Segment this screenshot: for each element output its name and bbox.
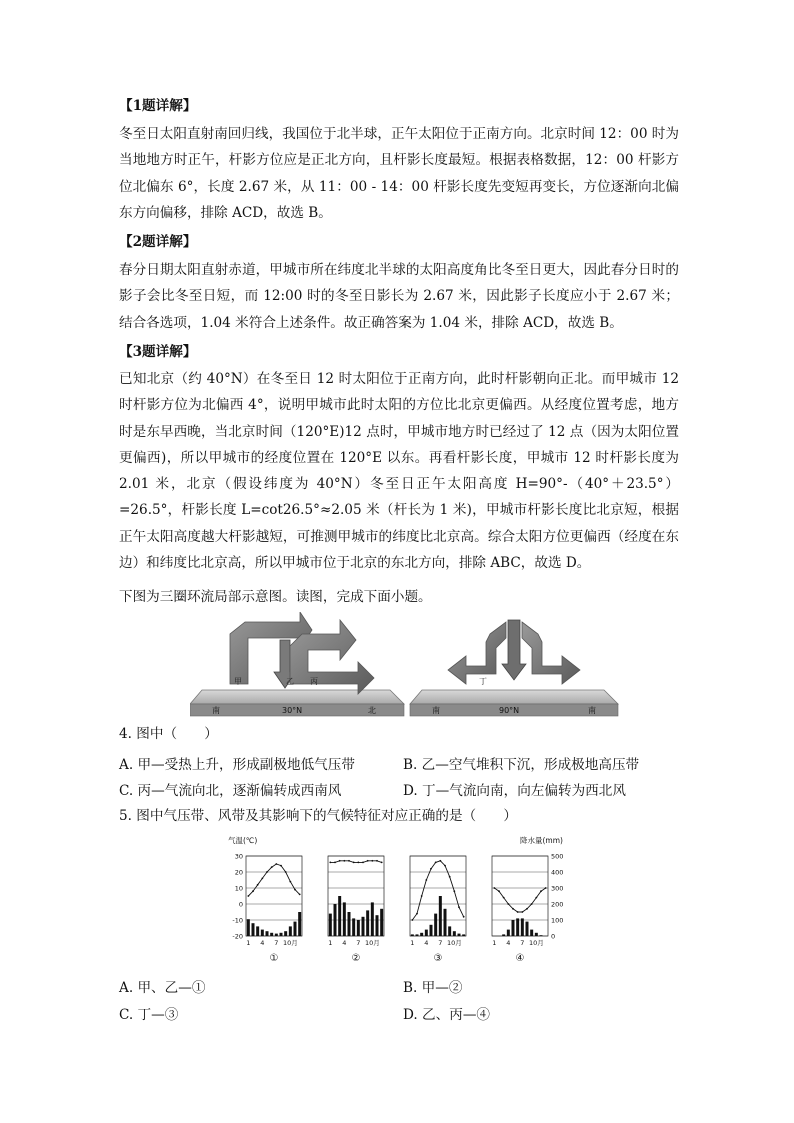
temperature-point — [521, 911, 523, 913]
precip-bar — [298, 912, 301, 936]
month-tick-label: 10月 — [446, 939, 462, 947]
right-panel — [410, 620, 618, 716]
temperature-point — [271, 866, 273, 868]
label-90n: 90°N — [499, 706, 520, 715]
precip-bar — [507, 930, 510, 936]
temp-axis-label: 气温(℃) — [228, 836, 258, 845]
temperature-point — [444, 865, 446, 867]
precip-tick-label: 0 — [551, 932, 556, 941]
chart-frame — [410, 856, 466, 936]
temperature-point — [493, 887, 495, 889]
precip-bar — [521, 918, 524, 936]
precip-bar — [425, 930, 428, 936]
label-30n: 30°N — [282, 706, 303, 715]
q4-option-d[interactable]: D. 丁—气流向南，向左偏转为西北风 — [403, 783, 626, 799]
precip-bar — [540, 935, 543, 936]
month-tick-label: 10月 — [528, 939, 544, 947]
left-panel — [190, 612, 404, 716]
precip-bar — [526, 922, 529, 936]
polar-right-arrow — [522, 622, 580, 684]
temperature-line — [330, 861, 381, 863]
temperature-point — [329, 862, 331, 864]
temperature-point — [421, 895, 423, 897]
climate-charts — [228, 834, 578, 970]
precip-bar — [420, 933, 423, 936]
precip-bar — [371, 902, 374, 936]
temperature-point — [439, 860, 441, 862]
label-north: 北 — [368, 706, 376, 715]
precip-bar — [416, 934, 419, 936]
temperature-point — [540, 890, 542, 892]
temperature-point — [498, 890, 500, 892]
temperature-point — [416, 913, 418, 915]
precip-bar — [247, 919, 250, 936]
label-bing: 丙 — [310, 677, 318, 686]
month-tick-label: 7 — [438, 939, 443, 947]
precip-tick-label: 200 — [551, 900, 564, 909]
q2-body: 春分日期太阳直射赤道，甲城市所在纬度北半球的太阳高度角比冬至日更大，因此春分日时的影子会比冬至日短，而 12:00 时的冬至日影长为 2.67 米，因此影子长度应小于 2.67 米；结合各选项，1.04 米符合上述条件。故正确答案为 1.04 米，排除 ACD，故选 B。 — [119, 262, 679, 331]
precip-bar — [411, 934, 414, 936]
q4-option-b[interactable]: B. 乙—空气堆积下沉，形成极地高压带 — [403, 757, 640, 773]
label-yi: 乙 — [286, 677, 294, 686]
q4-option-c[interactable]: C. 丙—气流向北，逐渐偏转成西南风 — [119, 783, 342, 799]
q1-heading: 【1题详解】 — [119, 98, 197, 114]
q5-option-d[interactable]: D. 乙、丙—④ — [403, 1007, 491, 1023]
figure-intro: 下图为三圈环流局部示意图。读图，完成下面小题。 — [119, 589, 432, 605]
temperature-line — [412, 861, 463, 920]
temperature-point — [339, 860, 341, 862]
temperature-point — [545, 887, 547, 889]
precip-bar — [362, 917, 365, 936]
precip-bar — [252, 923, 255, 936]
precip-bar — [434, 914, 437, 936]
temperature-point — [353, 862, 355, 864]
precip-bar — [338, 896, 341, 936]
q5-option-b[interactable]: B. 甲—② — [403, 980, 463, 996]
precip-bar — [516, 918, 519, 936]
temp-tick-label: 0 — [238, 900, 243, 909]
temperature-point — [430, 868, 432, 870]
precip-axis-label: 降水量(mm) — [520, 836, 563, 845]
temperature-point — [435, 862, 437, 864]
temperature-point — [357, 862, 359, 864]
temperature-point — [526, 908, 528, 910]
q4-stem: 4. 图中（ ） — [119, 726, 218, 742]
temperature-point — [275, 863, 277, 865]
month-tick-label: 1 — [246, 939, 251, 947]
temperature-point — [503, 897, 505, 899]
precip-bar — [329, 914, 332, 936]
precip-bar — [535, 933, 538, 936]
month-tick-label: 10月 — [282, 939, 298, 947]
label-south-right1: 南 — [432, 706, 440, 715]
precip-tick-label: 300 — [551, 884, 564, 893]
temp-tick-label: -20 — [232, 932, 243, 941]
temperature-point — [453, 890, 455, 892]
precip-bar — [275, 934, 278, 936]
temperature-line — [248, 864, 299, 896]
chart-number-label: ③ — [433, 953, 443, 964]
chart-number-label: ② — [351, 953, 361, 964]
temperature-point — [252, 890, 254, 892]
precip-bar — [376, 915, 379, 936]
temperature-point — [517, 911, 519, 913]
temperature-point — [285, 871, 287, 873]
polar-left-arrow — [448, 622, 506, 684]
chart-number-label: ④ — [515, 953, 525, 964]
precip-bar — [502, 934, 505, 936]
temp-tick-label: 20 — [234, 868, 243, 877]
temp-tick-label: 30 — [234, 852, 243, 861]
precip-bar — [444, 909, 447, 936]
temperature-point — [280, 865, 282, 867]
label-ding: 丁 — [479, 677, 487, 686]
precip-bar — [334, 904, 337, 936]
circulation-diagram — [190, 612, 620, 722]
q5-option-c[interactable]: C. 丁—③ — [119, 1007, 179, 1023]
temperature-point — [463, 916, 465, 918]
temperature-point — [458, 906, 460, 908]
temperature-point — [371, 860, 373, 862]
temp-tick-label: 10 — [234, 884, 243, 893]
temperature-point — [334, 862, 336, 864]
temperature-point — [362, 862, 364, 864]
precip-bar — [266, 931, 269, 936]
q3-body: 已知北京（约 40°N）在冬至日 12 时太阳位于正南方向，此时杆影朝向正北。而甲城市 12 时杆影方位为北偏西 4°，说明甲城市此时太阳的方位比北京更偏西。从经度位置考虑，地方时是东早西晚，当北京时间（120°E)12 点时，甲城市地方时已经过了 12 点（因为太阳位置更偏西)，所以甲城市的经度位置在 120°E 以东。再看杆影长度，甲城市 12 时杆影长度为 2.01 米，北京（假设纬度为 40°N）冬至日正午太阳高度 H=90°-（40°＋23.5°）=26.5°，杆影长度 L=cot26.5°≈2.05 米（杆长为 1 米)，甲城市杆影长度比北京短，根据正午太阳高度越大杆影越短，可推测甲城市的纬度比北京高。综合太阳方位更偏西（经度在东边）和纬度比北京高，所以甲城市位于北京的东北方向，排除 ABC，故选 D。 — [119, 371, 679, 572]
chart-frame — [492, 856, 548, 936]
precip-tick-label: 400 — [551, 868, 564, 877]
month-tick-label: 4 — [424, 939, 429, 947]
precip-tick-label: 500 — [551, 852, 564, 861]
temperature-point — [266, 871, 268, 873]
temperature-point — [261, 878, 263, 880]
month-tick-label: 1 — [492, 939, 497, 947]
precip-bar — [366, 910, 369, 936]
temperature-point — [512, 908, 514, 910]
precip-bar — [462, 934, 465, 936]
q1-body: 冬至日太阳直射南回归线，我国位于北半球，正午太阳位于正南方向。北京时间 12：00 时为当地地方时正午，杆影方位应是正北方向，且杆影长度最短。根据表格数据，12：00 杆影方位北偏东 6°，长度 2.67 米，从 11：00 - 14：00 杆影长度先变短再变长，方位逐渐向北偏东方向偏移，排除 ACD，故选 B。 — [119, 126, 679, 221]
temperature-point — [381, 862, 383, 864]
precip-bar — [352, 918, 355, 936]
label-south-left: 南 — [212, 706, 220, 715]
q5-option-a[interactable]: A. 甲、乙—① — [119, 980, 206, 996]
temperature-point — [289, 881, 291, 883]
temperature-point — [507, 903, 509, 905]
month-tick-label: 1 — [410, 939, 415, 947]
label-jia: 甲 — [234, 677, 242, 686]
precip-bar — [256, 926, 259, 936]
temperature-point — [343, 860, 345, 862]
month-tick-label: 1 — [328, 939, 333, 947]
precip-bar — [261, 930, 264, 936]
precip-bar — [512, 920, 515, 936]
precip-bar — [439, 896, 442, 936]
temperature-point — [449, 876, 451, 878]
q4-option-a[interactable]: A. 甲—受热上升，形成副极地低气压带 — [119, 757, 355, 773]
label-south-right2: 南 — [588, 706, 596, 715]
q2-heading: 【2题详解】 — [119, 234, 197, 250]
temperature-point — [299, 894, 301, 896]
temp-tick-label: -10 — [232, 916, 243, 925]
temperature-point — [425, 879, 427, 881]
precip-tick-label: 100 — [551, 916, 564, 925]
temperature-point — [294, 889, 296, 891]
precip-bar — [530, 930, 533, 936]
precip-bar — [280, 933, 283, 936]
month-tick-label: 4 — [506, 939, 511, 947]
month-tick-label: 7 — [356, 939, 361, 947]
precip-bar — [289, 926, 292, 936]
temperature-point — [411, 919, 413, 921]
temperature-point — [376, 860, 378, 862]
month-tick-label: 4 — [260, 939, 265, 947]
precip-bar — [343, 902, 346, 936]
month-tick-label: 7 — [274, 939, 279, 947]
temperature-point — [257, 884, 259, 886]
precip-bar — [458, 934, 461, 936]
precip-bar — [348, 912, 351, 936]
month-tick-label: 7 — [520, 939, 525, 947]
temperature-point — [531, 903, 533, 905]
precip-bar — [453, 931, 456, 936]
month-tick-label: 4 — [342, 939, 347, 947]
month-tick-label: 10月 — [364, 939, 380, 947]
precip-bar — [448, 926, 451, 936]
precip-bar — [430, 925, 433, 936]
temperature-point — [367, 860, 369, 862]
temperature-line — [494, 888, 545, 912]
precip-bar — [270, 933, 273, 936]
temperature-point — [247, 895, 249, 897]
precip-bar — [284, 931, 287, 936]
q5-stem: 5. 图中气压带、风带及其影响下的气候特征对应正确的是（ ） — [119, 808, 517, 824]
chart-number-label: ① — [269, 953, 279, 964]
precip-bar — [380, 909, 383, 936]
temperature-point — [535, 897, 537, 899]
temperature-point — [348, 860, 350, 862]
precip-bar — [357, 920, 360, 936]
precip-bar — [294, 922, 297, 936]
q3-heading: 【3题详解】 — [119, 344, 197, 360]
